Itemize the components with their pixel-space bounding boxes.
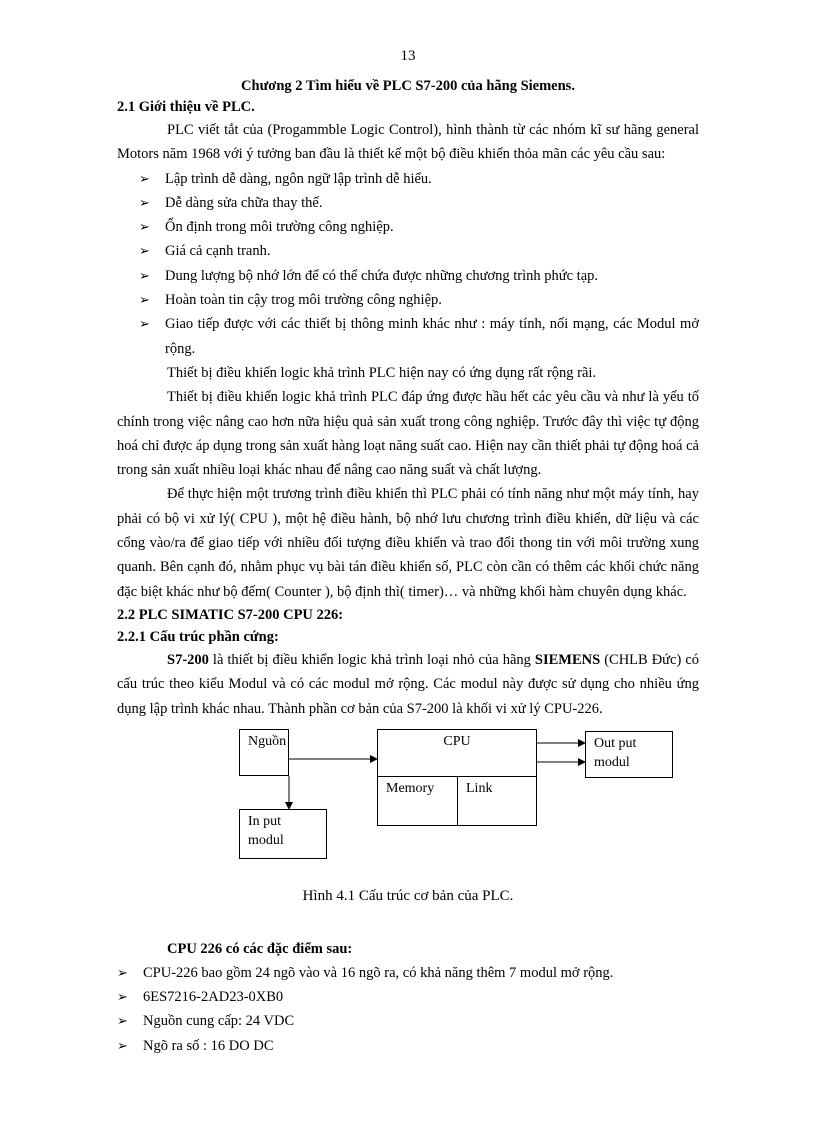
figure-caption: Hình 4.1 Cấu trúc cơ bản của PLC. xyxy=(302,887,514,904)
intro-paragraph: PLC viết tắt của (Progammble Logic Control), hình thành từ các nhóm kĩ sư hãng general Motors năm 1968 với ý tưởng ban đầu là thiết kế một bộ điều khiển thỏa mãn các yêu cầu sau: xyxy=(117,122,699,163)
list-item: ➢ Giao tiếp được với các thiết bị thông minh khác như : máy tính, nối mạng, các Modul mở rộng. xyxy=(139,312,699,361)
paragraph-requirements-met: Thiết bị điều khiển logic khả trình PLC đáp ứng được hầu hết các yêu cầu và như là yếu tố chính trong việc nâng cao hơn nữa hiệu quả sản xuất trong công nghiệp. Trước đây thì việc tự động hoá chỉ được áp dụng trong sản xuất hàng loạt năng suất cao. Hiện nay cần thiết phải tự động hoá cả trong sản xuất nhiều loại khác nhau để nâng cao năng suất và chất lượng. xyxy=(117,389,699,479)
document-body xyxy=(117,76,699,1058)
arrow-bullet-icon: ➢ xyxy=(139,316,150,332)
arrow-bullet-icon: ➢ xyxy=(139,267,150,283)
list-item: ➢ Giá cả cạnh tranh. xyxy=(139,239,699,263)
list-item: ➢ CPU-226 bao gồm 24 ngõ vào và 16 ngõ ra, có khả năng thêm 7 modul mở rộng. xyxy=(117,961,699,985)
features-title: CPU 226 có các đặc điểm sau: xyxy=(167,940,353,957)
arrow-bullet-icon: ➢ xyxy=(117,1013,128,1029)
memory-box: Memory xyxy=(377,776,458,826)
link-box: Link xyxy=(457,776,537,826)
arrow-bullet-icon: ➢ xyxy=(139,170,150,186)
list-item: ➢ Hoàn toàn tin cậy trog môi trường công nghiệp. xyxy=(139,288,699,312)
input-module-box: In put modul xyxy=(239,809,327,859)
requirements-list xyxy=(117,167,699,361)
power-box: Nguồn xyxy=(239,729,289,776)
section-2-1-heading: 2.1 Giới thiệu về PLC. xyxy=(117,99,255,115)
arrow-bullet-icon: ➢ xyxy=(139,219,150,235)
arrow-bullet-icon: ➢ xyxy=(117,964,128,980)
arrow-bullet-icon: ➢ xyxy=(139,243,150,259)
plc-structure-diagram xyxy=(117,729,699,879)
paragraph-applications: Thiết bị điều khiển logic khả trình PLC hiện nay có ứng dụng rất rộng rãi. xyxy=(167,364,597,381)
list-item: ➢ Ngõ ra số : 16 DO DC xyxy=(117,1034,699,1058)
arrow-bullet-icon: ➢ xyxy=(139,292,150,308)
arrow-bullet-icon: ➢ xyxy=(117,989,128,1005)
cpu-box: CPU xyxy=(377,729,537,826)
section-2-2-heading: 2.2 PLC SIMATIC S7-200 CPU 226: xyxy=(117,606,344,623)
list-item: ➢ Lập trình dễ dàng, ngôn ngữ lập trình dễ hiểu. xyxy=(139,167,699,191)
section-2-2-1-heading: 2.2.1 Cấu trúc phần cứng: xyxy=(117,628,279,645)
arrow-bullet-icon: ➢ xyxy=(139,194,150,210)
output-module-box: Out put modul xyxy=(585,731,673,778)
arrow-bullet-icon: ➢ xyxy=(117,1037,128,1053)
paragraph-plc-features: Để thực hiện một trương trình điều khiển thì PLC phải có tính năng như một máy tính, hay phải có bộ vi xử lý( CPU ), một hệ điều hành, bộ nhớ lưu chương trình điều khiển, dữ liệu và các cổng vào/ra để giao tiếp với nhiều đối tượng điều khiển và trao đổi thong tin với môi trường xung quanh. Bên cạnh đó, nhằm phục vụ bài tán điều khiển số, PLC còn cần có thêm các khối chức năng đặc biệt khác như bộ đếm( Counter ), bộ định thì( timer)… và những khối hàm chuyên dụng khác. xyxy=(117,486,699,600)
list-item: ➢ Nguồn cung cấp: 24 VDC xyxy=(117,1009,699,1033)
paragraph-s7-200: S7-200 là thiết bị điều khiển logic khả trình loại nhỏ của hãng SIEMENS (CHLB Đức) có cấu trúc theo kiểu Modul và có các modul mở rộng. Các modul này được sử dụng cho nhiều ứng dụng lập trình khác nhau. Thành phần cơ bản của S7-200 là khối vi xử lý CPU-226. xyxy=(117,651,700,717)
list-item: ➢ Dung lượng bộ nhớ lớn để có thể chứa được những chương trình phức tạp. xyxy=(139,264,699,288)
list-item: ➢ Dễ dàng sửa chữa thay thế. xyxy=(139,191,699,215)
list-item: ➢ Ổn định trong môi trường công nghiệp. xyxy=(139,215,699,239)
features-list xyxy=(117,961,699,1058)
chapter-title: Chương 2 Tìm hiểu về PLC S7-200 của hãng Siemens. xyxy=(241,78,575,94)
list-item: ➢ 6ES7216-2AD23-0XB0 xyxy=(117,985,699,1009)
page-number: 13 xyxy=(400,48,416,64)
